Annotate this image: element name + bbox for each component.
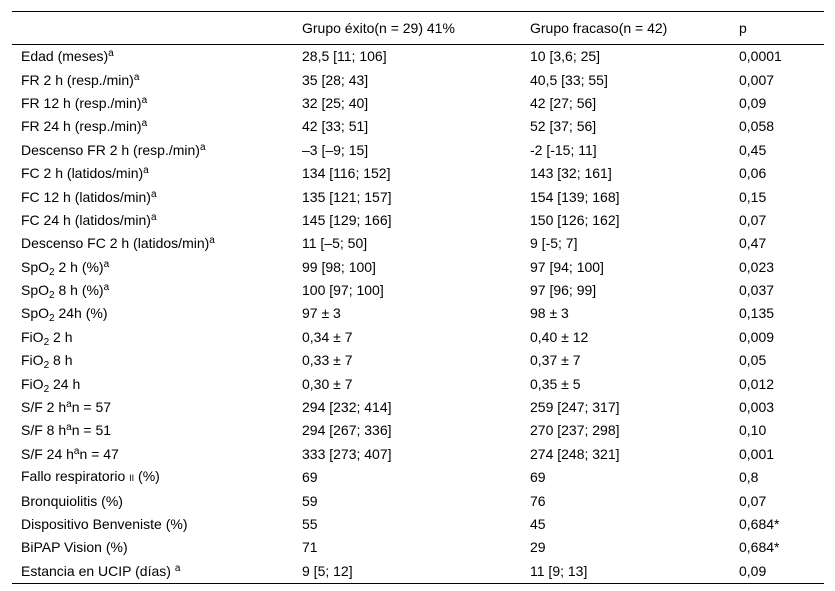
- cell-p-value: 0,023: [739, 258, 775, 275]
- label-superscript: a: [199, 141, 206, 153]
- table-row: [12, 209, 824, 232]
- cell-grupo-fracaso: 42 [27; 56]: [530, 94, 597, 111]
- table-row: [12, 443, 824, 466]
- cell-grupo-fracaso: 11 [9; 13]: [521, 560, 730, 584]
- row-label: [12, 68, 293, 91]
- cell-grupo-fracaso: 98 ± 3: [530, 305, 569, 322]
- table-row: [12, 560, 824, 584]
- table-row: [12, 326, 824, 349]
- row-label: [12, 45, 293, 69]
- label-subscript: 2: [43, 360, 50, 372]
- cell-grupo-exito: 69: [302, 469, 318, 486]
- cell-grupo-exito: 0,33 ± 7: [302, 352, 353, 369]
- label-text: FC 2 h (latidos/min): [21, 165, 144, 182]
- row-label: [12, 349, 293, 372]
- label-text-after-roman: (%): [134, 468, 160, 485]
- cell-grupo-fracaso: 69: [530, 469, 546, 486]
- header-grupo-exito: Grupo éxito(n = 29) 41%: [293, 12, 521, 45]
- table-row: [12, 115, 824, 138]
- row-label: [12, 279, 293, 302]
- cell-grupo-fracaso: -2 [-15; 11]: [530, 141, 597, 158]
- label-subscript: 2: [49, 266, 55, 278]
- label-sample-size: n = 47: [79, 445, 119, 462]
- label-text-after-subscript: 24h (%): [54, 305, 108, 322]
- table-row: [12, 45, 824, 69]
- cell-grupo-fracaso: 29: [530, 539, 546, 556]
- label-superscript: a: [150, 188, 157, 200]
- label-text-after-subscript: 2 h (%): [54, 258, 104, 275]
- cell-grupo-exito: 294 [267; 336]: [302, 422, 392, 439]
- label-superscript: a: [103, 282, 110, 294]
- table-row: [12, 349, 824, 372]
- row-label: [12, 560, 293, 584]
- row-label: [12, 536, 293, 559]
- label-text: Bronquiolitis (%): [21, 492, 123, 509]
- cell-grupo-exito: 100 [97; 100]: [302, 282, 384, 299]
- label-text-after-subscript: 24 h: [49, 375, 81, 392]
- label-text-after-subscript: 2 h: [49, 328, 73, 345]
- label-text: FiO: [21, 375, 44, 392]
- cell-grupo-exito: 32 [25; 40]: [302, 94, 369, 111]
- label-text: FC 24 h (latidos/min): [21, 211, 151, 228]
- label-superscript: a: [150, 211, 157, 223]
- row-label: [12, 115, 293, 138]
- label-text: SpO: [21, 282, 50, 299]
- label-superscript: a: [141, 94, 148, 106]
- label-text: FiO: [21, 352, 44, 369]
- row-label: [12, 209, 293, 232]
- cell-grupo-fracaso: 0,35 ± 5: [530, 375, 581, 392]
- cell-p-value: 0,8: [739, 469, 759, 486]
- cell-grupo-fracaso: 154 [139; 168]: [530, 188, 620, 205]
- row-label: [12, 372, 293, 395]
- cell-p-value: 0,45: [739, 141, 767, 158]
- label-roman-numeral: II: [129, 473, 135, 484]
- table-row: [12, 419, 824, 442]
- cell-grupo-fracaso: 52 [37; 56]: [530, 118, 597, 135]
- table-row: [12, 68, 824, 91]
- cell-p-value: 0,09: [739, 94, 767, 111]
- label-text: Descenso FR 2 h (resp./min): [21, 141, 200, 158]
- row-label: [12, 92, 293, 115]
- table-row: [12, 185, 824, 208]
- header-variable: [12, 12, 293, 45]
- cell-grupo-fracaso: 97 [96; 99]: [530, 282, 597, 299]
- results-table-container: [12, 11, 824, 584]
- cell-grupo-exito: 35 [28; 43]: [302, 71, 369, 88]
- label-text: Fallo respiratorio: [21, 468, 130, 485]
- label-superscript: a: [73, 445, 80, 457]
- label-text-after-subscript: 8 h (%): [54, 282, 104, 299]
- table-row: [12, 302, 824, 325]
- label-sample-size: n = 57: [71, 399, 112, 416]
- cell-grupo-fracaso: 0,37 ± 7: [530, 352, 581, 369]
- label-subscript: 2: [49, 313, 55, 325]
- cell-grupo-fracaso: 143 [32; 161]: [530, 165, 612, 182]
- label-text: Edad (meses): [21, 48, 109, 65]
- label-text: S/F 24 h: [21, 445, 74, 462]
- cell-grupo-fracaso: 270 [237; 298]: [530, 422, 620, 439]
- cell-grupo-exito: 134 [116; 152]: [302, 165, 391, 182]
- table-header-row: [12, 12, 824, 45]
- label-text: SpO: [21, 305, 50, 322]
- cell-grupo-exito: 71: [302, 539, 318, 556]
- row-label: [12, 466, 293, 489]
- cell-p-value: 0,684*: [739, 516, 780, 532]
- cell-grupo-exito: 0,34 ± 7: [302, 328, 353, 345]
- cell-p-value: 0,684*: [739, 539, 780, 556]
- label-text: S/F 2 h: [21, 399, 67, 416]
- cell-grupo-fracaso: 76: [530, 492, 546, 509]
- label-superscript: a: [209, 235, 215, 247]
- table-row: [12, 256, 824, 279]
- cell-grupo-exito: 59: [302, 492, 318, 509]
- cell-p-value: 0,0001: [739, 48, 782, 65]
- header-p-value: p: [730, 12, 824, 45]
- cell-grupo-exito: 135 [121; 157]: [302, 188, 392, 205]
- cell-grupo-fracaso: 40,5 [33; 55]: [530, 71, 608, 88]
- results-table: [12, 11, 824, 584]
- cell-grupo-fracaso: 97 [94; 100]: [530, 258, 604, 275]
- row-label: [12, 185, 293, 208]
- cell-grupo-exito: 333 [273; 407]: [302, 445, 392, 462]
- table-row: [12, 139, 824, 162]
- label-text: FC 12 h (latidos/min): [21, 188, 151, 205]
- table-row: [12, 396, 824, 419]
- cell-grupo-exito: –3 [–9; 15]: [302, 141, 369, 158]
- label-superscript: a: [141, 118, 148, 130]
- label-subscript: 2: [43, 336, 50, 348]
- cell-grupo-exito: 55: [302, 516, 318, 532]
- cell-grupo-fracaso: 259 [247; 317]: [530, 399, 620, 416]
- cell-grupo-fracaso: 0,40 ± 12: [530, 328, 589, 345]
- cell-grupo-fracaso: 9 [-5; 7]: [530, 235, 578, 252]
- cell-p-value: 0,009: [739, 328, 775, 345]
- cell-p-value: 0,037: [739, 282, 775, 299]
- cell-p-value: 0,058: [739, 118, 775, 135]
- cell-p-value: 0,15: [739, 188, 767, 205]
- cell-grupo-exito: 145 [129; 166]: [302, 211, 392, 228]
- row-label: [12, 443, 293, 466]
- row-label: [12, 139, 293, 162]
- cell-grupo-fracaso: 274 [248; 321]: [530, 445, 620, 462]
- cell-p-value: 0,47: [739, 235, 767, 252]
- cell-grupo-exito: 42 [33; 51]: [302, 118, 369, 135]
- label-superscript: a: [108, 48, 114, 60]
- cell-grupo-exito: 9 [5; 12]: [293, 560, 521, 584]
- cell-p-value: 0,07: [739, 211, 767, 228]
- cell-p-value: 0,012: [739, 375, 775, 392]
- cell-p-value: 0,10: [739, 422, 767, 439]
- cell-grupo-exito: 0,30 ± 7: [302, 375, 353, 392]
- row-label: [12, 162, 293, 185]
- label-text-after-subscript: 8 h: [49, 352, 73, 369]
- cell-p-value: 0,05: [739, 352, 767, 369]
- header-grupo-fracaso: Grupo fracaso(n = 42): [521, 12, 730, 45]
- cell-grupo-fracaso: 45: [530, 516, 546, 532]
- table-row: [12, 279, 824, 302]
- cell-p-value: 0,135: [739, 305, 775, 322]
- row-label: [12, 232, 293, 255]
- label-text: FR 12 h (resp./min): [21, 94, 142, 111]
- row-label: [12, 513, 293, 536]
- cell-p-value: 0,003: [739, 399, 775, 416]
- label-superscript: a: [66, 399, 72, 411]
- label-text: FR 24 h (resp./min): [21, 118, 142, 135]
- label-text: FiO: [21, 328, 44, 345]
- row-label: [12, 326, 293, 349]
- label-text: S/F 8 h: [21, 422, 67, 439]
- label-text: FR 2 h (resp./min): [21, 71, 134, 88]
- label-subscript: 2: [49, 290, 55, 302]
- label-sample-size: n = 51: [71, 422, 112, 439]
- table-row: [12, 372, 824, 395]
- table-row: [12, 466, 824, 489]
- table-row: [12, 536, 824, 559]
- cell-p-value: 0,07: [739, 492, 767, 509]
- table-row: [12, 92, 824, 115]
- label-superscript: a: [174, 562, 181, 574]
- table-row: [12, 489, 824, 512]
- cell-p-value: 0,06: [739, 165, 767, 182]
- row-label: [12, 396, 293, 419]
- cell-grupo-exito: 97 ± 3: [302, 305, 341, 322]
- label-superscript: a: [133, 71, 140, 83]
- label-subscript: 2: [43, 383, 50, 395]
- label-superscript: a: [143, 165, 149, 177]
- row-label: [12, 419, 293, 442]
- row-label: [12, 489, 293, 512]
- table-row: [12, 513, 824, 536]
- cell-grupo-exito: 11 [–5; 50]: [302, 235, 368, 252]
- cell-grupo-fracaso: 10 [3,6; 25]: [530, 48, 601, 65]
- label-text: Estancia en UCIP (días): [21, 562, 175, 579]
- table-row: [12, 162, 824, 185]
- cell-grupo-exito: 294 [232; 414]: [302, 399, 392, 416]
- label-superscript: a: [103, 258, 110, 270]
- cell-p-value: 0,001: [739, 445, 775, 462]
- label-superscript: a: [66, 422, 72, 434]
- cell-grupo-exito: 28,5 [11; 106]: [302, 48, 387, 65]
- label-text: SpO: [21, 258, 50, 275]
- cell-p-value: 0,09: [730, 560, 824, 584]
- row-label: [12, 256, 293, 279]
- row-label: [12, 302, 293, 325]
- label-text: Dispositivo Benveniste (%): [21, 516, 188, 532]
- label-text: Descenso FC 2 h (latidos/min): [21, 235, 210, 252]
- cell-grupo-exito: 99 [98; 100]: [302, 258, 376, 275]
- cell-grupo-fracaso: 150 [126; 162]: [530, 211, 620, 228]
- cell-p-value: 0,007: [739, 71, 775, 88]
- table-row: [12, 232, 824, 255]
- label-text: BiPAP Vision (%): [21, 539, 128, 556]
